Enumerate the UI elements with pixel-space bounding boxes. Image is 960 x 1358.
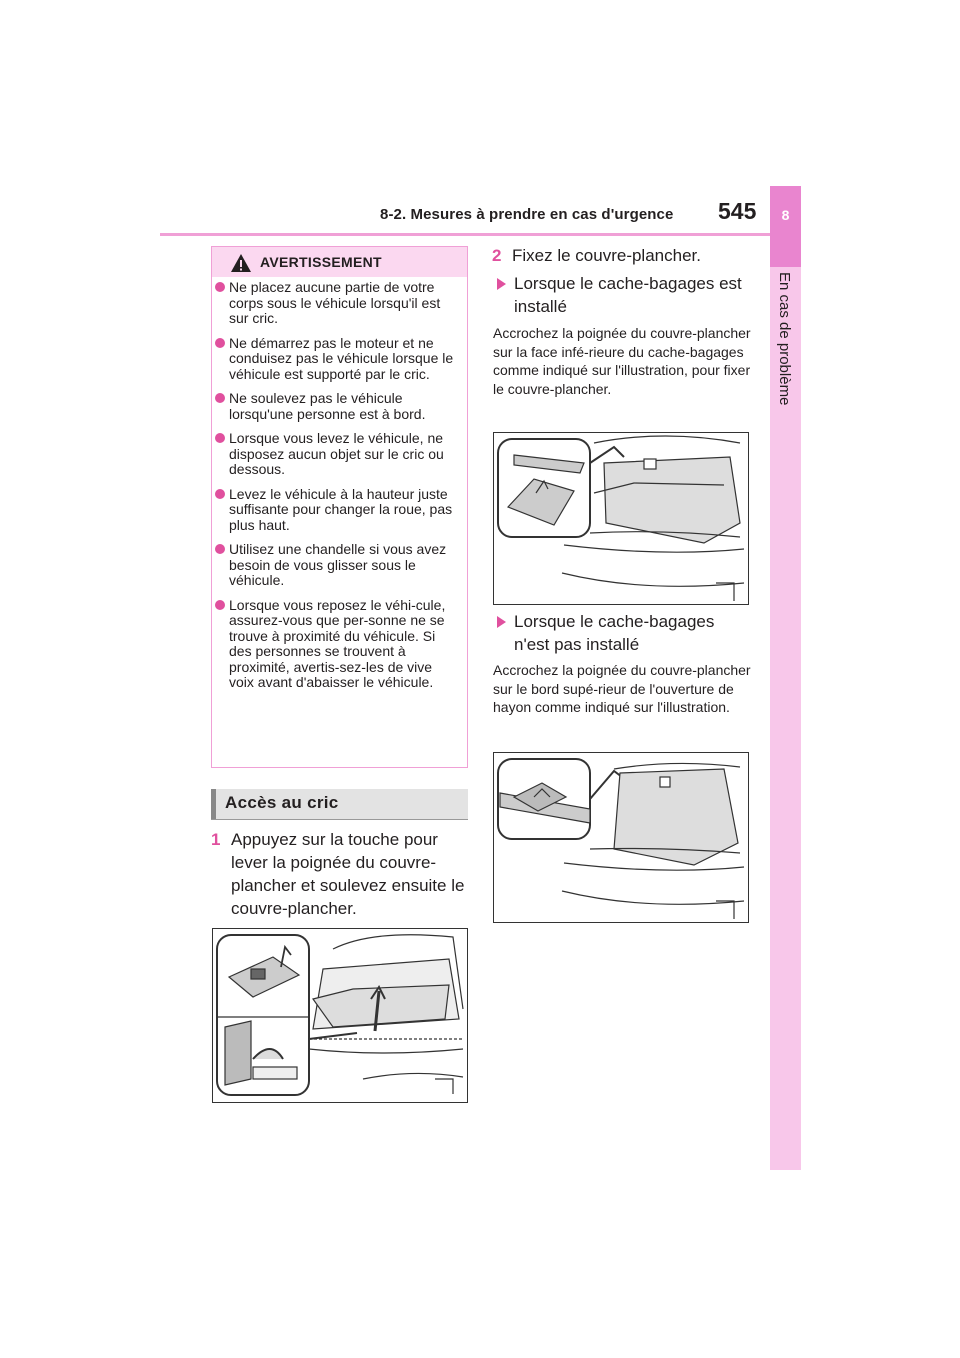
step-2 bbox=[492, 244, 754, 267]
case-2-title bbox=[497, 610, 747, 656]
floor-cover-lift-illustration bbox=[213, 929, 467, 1102]
triangle-bullet-icon bbox=[497, 616, 506, 628]
figure-cover-not-installed bbox=[493, 752, 749, 923]
section-heading bbox=[211, 789, 468, 820]
warning-item bbox=[212, 391, 459, 422]
warning-triangle-icon bbox=[230, 253, 252, 273]
warning-item-text: Levez le véhicule à la hauteur juste suffisante pour changer la roue, pas plus haut. bbox=[229, 485, 453, 533]
step-text: Appuyez sur la touche pour lever la poignée du couvre-plancher et soulevez ensuite le couvre-plancher. bbox=[231, 830, 465, 918]
chapter-title-wrap bbox=[770, 272, 801, 632]
bullet-icon bbox=[215, 544, 225, 554]
warning-item-text: Ne soulevez pas le véhicule lorsqu'une personne est à bord. bbox=[229, 390, 426, 422]
warning-header bbox=[212, 247, 467, 277]
warning-item-text: Lorsque vous levez le véhicule, ne disposez aucun objet sur le cric ou dessous. bbox=[229, 430, 444, 477]
warning-item bbox=[212, 542, 459, 589]
bullet-icon bbox=[215, 338, 225, 348]
step-number: 1 bbox=[211, 830, 221, 849]
case-1-body: Accrochez la poignée du couvre-plancher sur la face infé-rieure du cache-bagages comme indiqué sur l'illustration, pour fixer le couvre-plancher. bbox=[493, 325, 751, 397]
warning-item-text: Lorsque vous reposez le véhi-cule, assurez-vous que per-sonne ne se trouve à proximité du véhicule. Si des personnes se trouvent à proximité, avertis-sez-les de vive voix avant d'abaisser le véhicule. bbox=[229, 596, 446, 690]
bullet-icon bbox=[215, 393, 225, 403]
figure-cover-installed bbox=[493, 432, 749, 605]
bullet-icon bbox=[215, 282, 225, 292]
case-title-text: Lorsque le cache-bagages n'est pas installé bbox=[514, 612, 715, 654]
warning-item bbox=[212, 336, 459, 383]
chapter-title: En cas de problème bbox=[775, 272, 793, 406]
step-text: Fixez le couvre-plancher. bbox=[512, 246, 701, 265]
bullet-icon bbox=[215, 600, 225, 610]
warning-title: AVERTISSEMENT bbox=[260, 254, 382, 270]
cover-installed-illustration bbox=[494, 433, 748, 604]
figure-floor-cover-lift bbox=[212, 928, 468, 1103]
warning-item-text: Ne démarrez pas le moteur et ne conduisez pas le véhicule lorsque le véhicule est supporté par le cric. bbox=[229, 334, 454, 382]
page-number: 545 bbox=[718, 198, 757, 224]
step-1 bbox=[211, 828, 473, 920]
warning-list bbox=[212, 280, 467, 700]
warning-item bbox=[212, 431, 459, 478]
header-rule bbox=[160, 233, 770, 236]
warning-item bbox=[212, 598, 459, 691]
bullet-icon bbox=[215, 489, 225, 499]
section-heading-title: Accès au cric bbox=[225, 793, 339, 812]
warning-item-text: Ne placez aucune partie de votre corps sous le véhicule lorsqu'il est sur cric. bbox=[229, 279, 441, 326]
triangle-bullet-icon bbox=[497, 278, 506, 290]
case-2-body: Accrochez la poignée du couvre-plancher sur le bord supé-rieur de l'ouverture de hayon comme indiqué sur l'illustration. bbox=[493, 662, 751, 715]
warning-box bbox=[211, 246, 468, 768]
section-heading-bar bbox=[211, 789, 216, 819]
section-title: 8-2. Mesures à prendre en cas d'urgence bbox=[380, 206, 674, 223]
case-1-title bbox=[497, 272, 747, 318]
warning-item bbox=[212, 280, 459, 327]
chapter-number: 8 bbox=[781, 207, 790, 223]
warning-item-text: Utilisez une chandelle si vous avez besoin de vous glisser sous le véhicule. bbox=[229, 541, 447, 588]
case-title-text: Lorsque le cache-bagages est installé bbox=[514, 274, 742, 316]
step-number: 2 bbox=[492, 246, 502, 265]
cover-not-installed-illustration bbox=[494, 753, 748, 922]
chapter-number-block bbox=[770, 186, 801, 267]
warning-item bbox=[212, 487, 459, 534]
bullet-icon bbox=[215, 433, 225, 443]
